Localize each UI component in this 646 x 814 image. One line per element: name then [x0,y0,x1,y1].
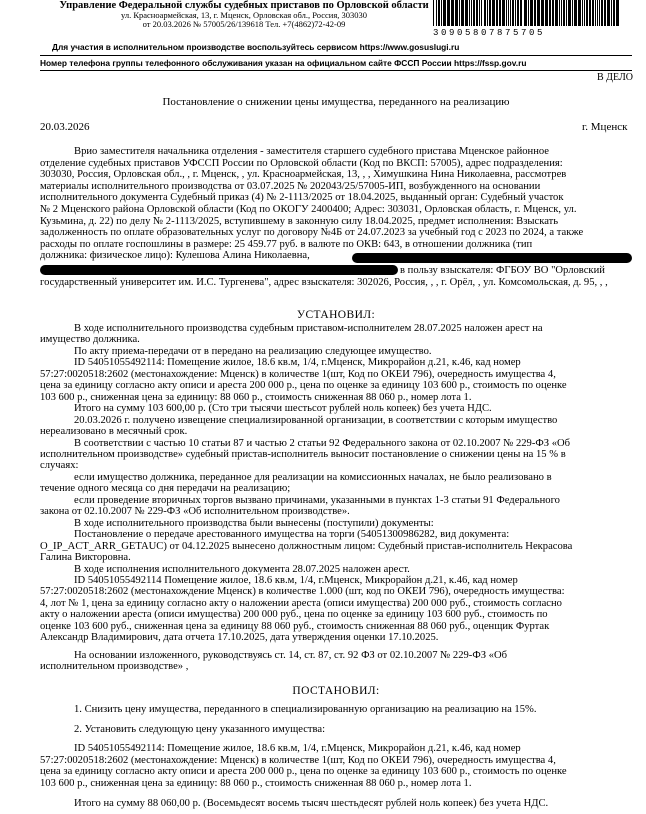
text-line: В ходе исполнительного производства были вынесены (поступили) документы: [74,517,434,529]
text-line: 57:27:0020518:2602 (местонахождение Мценск) в количестве 1.000 (шт, код по ОКЕИ 796), очередность имущества: [40,586,565,598]
intro-line: задолженность по оплате образовательных услуг по договору №4Б от 24.07.2023 за учебный год с 2023 по 2024, а также [40,227,584,239]
text-line: Постановление о передаче арестованного имущества на торги (54051300986282, вид документа: [74,529,510,541]
text-line: оценке 103 600 руб., сниженная цена за единицу 88 060 руб., стоимость сниженная 88 060 руб., оценщик Фуртак [40,620,550,632]
phone-notice: Номер телефона группы телефонного обслуживания указан на официальном сайте ФССП России https://fssp.gov.ru [40,58,527,68]
intro-line: отделение судебных приставов УФССП России по Орловской области (Код по ВКСП: 57005), адрес подразделения: [40,157,563,169]
resolved-section [40,704,632,809]
org-address: ул. Красноармейская, 13, г. Мценск, Орловская обл., Россия, 303030 [120,10,368,20]
intro-line: должника: физическое лицо): Кулешова Алина Николаевна, [40,250,310,262]
v-delo-mark: В ДЕЛО [597,72,633,83]
resolved-heading: ПОСТАНОВИЛ: [292,685,380,697]
text-line: исполнительном производстве» судебный пристав-исполнитель выносит постановление о снижении цены на 15 % в [40,448,566,460]
text-line: В ходе исполнительного производства судебным приставом-исполнителем 28.07.2025 наложен арест на [74,323,543,334]
gosuslugi-notice: Для участия в исполнительном производстве воспользуйтесь сервисом https://www.gosuslugi.ru [52,42,460,52]
document-title: Постановление о снижении цены имущества, переданного на реализацию [162,96,510,108]
text-line: акту о наложении ареста (описи имущества) 200 000 руб., цена по оценке за единицу 103 600 руб., стоимость по [40,609,548,621]
divider [40,55,632,56]
redaction-bar [352,253,632,263]
letterhead [54,0,434,29]
text-line: 103 600 р., сниженная цена за единицу: 88 060 р., стоимость сниженная 88 060 р., номер лота 1. [40,391,472,403]
text-line: цена за единицу согласно акту описи и ареста 200 000 р., цена по оценке за единицу 103 600 р., стоимость по оценке [40,766,567,778]
intro-line: Кузьмина, д. 22) по делу № 2-1113/2025, вступившему в законную силу 18.04.2025, предмет исполнения: Взыскать [40,215,559,227]
text-line: если имущество должника, переданное для реализации на комиссионных началах, не было реализовано в [74,471,552,483]
barcode-image [433,0,621,26]
intro-line: исполнительного документа Судебный приказ (4) № 2-1113/2025 от 18.04.2025, выданный орган: Судебный участок [40,192,564,204]
text-line: 4, лот № 1, цена за единицу согласно акту о наложении ареста (описи имущества) 200 000 руб., стоимость согласно [40,597,562,609]
text-line: 103 600 р., сниженная цена за единицу: 88 060 р., стоимость сниженная 88 060 р., номер лота 1. [40,777,472,789]
intro-line: 303030, Россия, Орловская обл., , г. Мценск, , ул. Красноармейская, 13, , , Химушкина Нина Николаевна, рассмотрев [40,169,567,181]
resolution-item: 1. Снизить цену имущества, переданного в специализированную организацию на реализацию на 15%. [74,704,537,715]
text-line: течение одного месяца со дня передачи на реализацию; [40,483,291,495]
text-line: цена за единицу согласно акту описи и ареста 200 000 р., цена по оценке за единицу 103 600 р., стоимость по оценке [40,380,567,392]
total-line: Итого на сумму 88 060,00 р. (Восемьдесят восемь тысяч шестьдесят рублей ноль копеек) без учета НДС. [74,797,549,809]
claimant-line: в пользу взыскателя: ФГБОУ ВО "Орловский [400,265,605,276]
org-name: Управление Федеральной службы судебных приставов по Орловской области [59,0,429,11]
text-line: закона от 02.10.2007 № 229-ФЗ «Об исполнительном производстве». [40,506,350,518]
intro-line: материалы исполнительного производства от 03.07.2025 № 202043/25/57005-ИП, возбужденного на основании [40,180,541,192]
doc-reference: от 20.03.2026 № 57005/26/139618 Тел. +7(4862)72-42-09 [142,19,346,29]
text-line: если проведение вторичных торгов вызвано причинами, указанными в пунктах 1-3 статьи 91 Федерального [74,494,560,506]
intro-paragraph [40,146,632,262]
intro-line: Врио заместителя начальника отделения - заместителя старшего судебного пристава Мценское районное [74,146,550,157]
text-line: ID 54051055492114 Помещение жилое, 18.6 кв.м, 1/4, г.Мценск, Микрорайон д.21, к.46, кад номер [74,574,518,586]
redaction-bar [40,265,398,275]
text-line: В ходе исполнения исполнительного документа 28.07.2025 наложен арест. [74,563,410,575]
text-line: исполнительном производстве» , [40,661,189,673]
text-line: нереализовано в месячный срок. [40,426,188,438]
text-line: Итого на сумму 103 600,00 р. (Сто три тысячи шестьсот рублей ноль копеек) без учета НДС. [74,403,492,415]
text-line: 57:27:0020518:2602 (местонахождение: Мценск) в количестве 1(шт, Код по ОКЕИ 796), очередность имущества 4, [40,754,556,766]
text-line: O_IP_ACT_ARR_GETAUC) от 04.12.2025 вынесено должностным лицом: Судебный пристав-исполнитель Некрасова [40,540,573,552]
intro-line: расходы по оплате госпошлины в размере: 25 459.77 руб. в валюте по ОКВ: 643, в отношении должника (тип [40,238,533,250]
divider [40,70,632,71]
text-line: ID 54051055492114: Помещение жилое, 18.6 кв.м, 1/4, г.Мценск, Микрорайон д.21, к.46, кад номер [74,743,521,755]
claimant-line: государственный университет им. И.С. Тургенева", адрес взыскателя: 302026, Россия, , , г. Орёл, , ул. Комсомольская, д. 95, , , [40,277,608,288]
text-line: 20.03.2026 г. получено извещение специализированной организации, в соответствии с которым имущество [74,414,558,426]
barcode-digits: 30905807875705 [433,28,546,38]
text-line: Галина Викторовна. [40,552,131,564]
text-line: случаях: [40,460,79,472]
document-city: г. Мценск [582,121,628,133]
text-line: По акту приема-передачи от в передано на реализацию следующее имущество. [74,345,432,357]
text-line: имущество должника. [40,334,140,346]
document-date: 20.03.2026 [40,121,90,133]
text-line: Александр Владимирович, дата отчета 17.10.2025, дата утверждения оценки 17.10.2025. [40,632,439,644]
established-heading: УСТАНОВИЛ: [296,309,376,321]
resolution-item: 2. Установить следующую цену указанного имущества: [74,723,326,735]
established-section [40,323,632,673]
text-line: На основании изложенного, руководствуясь ст. 14, ст. 87, ст. 92 ФЗ от 02.10.2007 № 229-ФЗ «Об [74,649,507,661]
intro-line: № 2 Мценского района Орловской области (Код по ОКОГУ 2400400; Адрес: 303031, Орловская область, г. Мценск, ул. [40,203,577,215]
text-line: ID 54051055492114: Помещение жилое, 18.6 кв.м, 1/4, г.Мценск, Микрорайон д.21, к.46, кад номер [74,357,521,369]
text-line: 57:27:0020518:2602 (местонахождение: Мценск) в количестве 1(шт, Код по ОКЕИ 796), очередность имущества 4, [40,368,556,380]
text-line: В соответствии с частью 10 статьи 87 и частью 2 статьи 92 Федерального закона от 02.10.2007 № 229-ФЗ «Об [74,437,571,449]
